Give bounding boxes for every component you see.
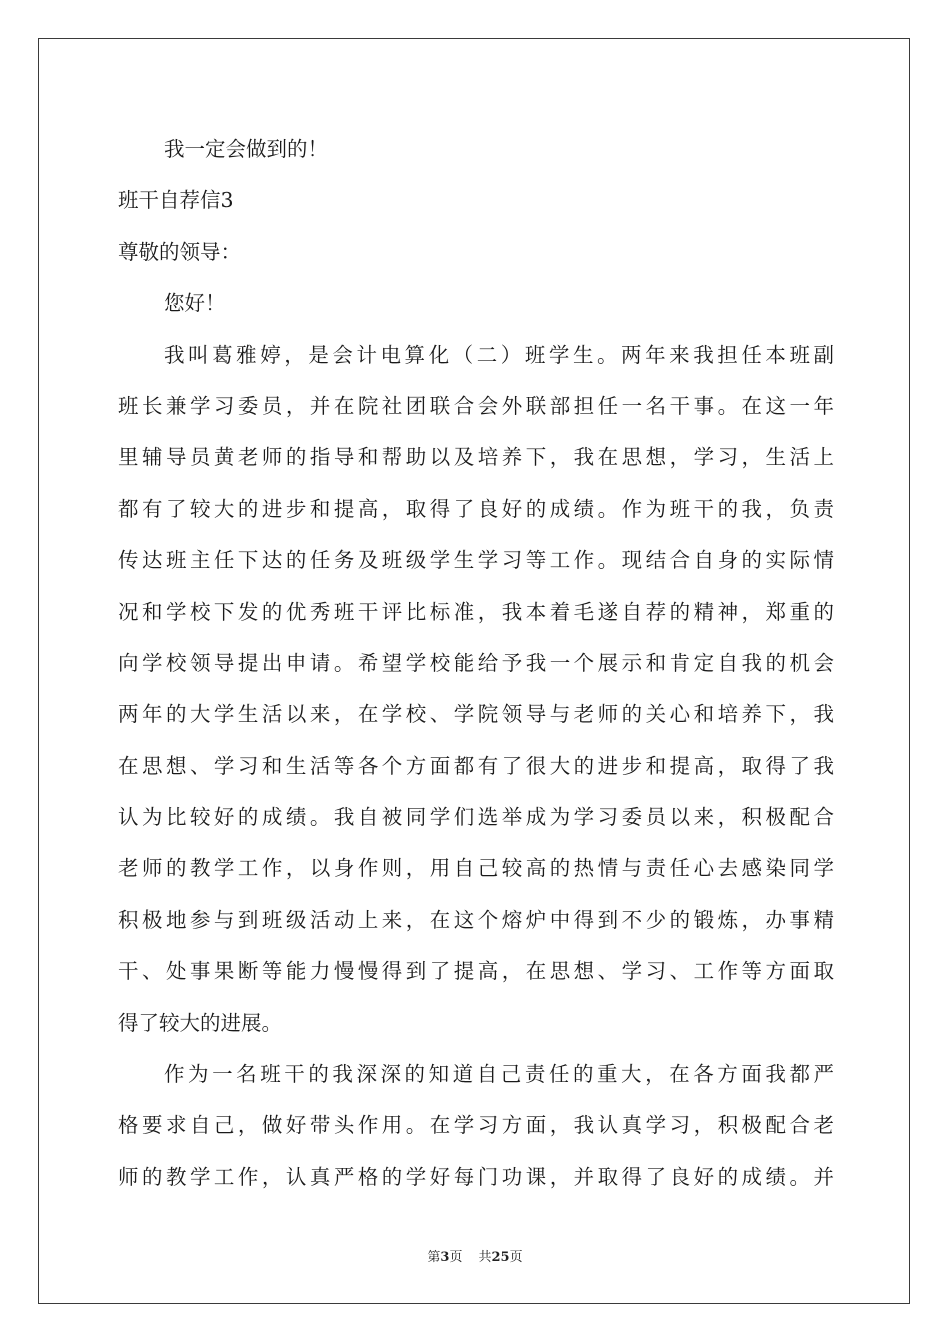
paragraph-line: 认为比较好的成绩。我自被同学们选举成为学习委员以来，积极配合 (118, 805, 834, 830)
paragraph-line: 向学校领导提出申请。希望学校能给予我一个展示和肯定自我的机会 (118, 650, 834, 675)
paragraph-line: 班长兼学习委员，并在院社团联合会外联部担任一名干事。在这一年 (118, 393, 834, 418)
total-page-count: 25 (491, 1250, 510, 1265)
page-prefix: 第 (427, 1250, 441, 1265)
paragraph-line: 老师的教学工作，以身作则，用自己较高的热情与责任心去感染同学 (118, 856, 834, 881)
salutation: 尊敬的领导： (118, 239, 241, 264)
total-suffix: 页 (509, 1250, 523, 1265)
paragraph-line: 干、处事果断等能力慢慢得到了提高，在思想、学习、工作等方面取 (118, 959, 834, 984)
paragraph-line: 得了较大的进展。 (118, 1010, 282, 1035)
page-suffix: 页 (449, 1250, 463, 1265)
paragraph-line: 况和学校下发的优秀班干评比标准，我本着毛遂自荐的精神，郑重的 (118, 599, 834, 624)
paragraph-line: 传达班主任下达的任务及班级学生学习等工作。现结合自身的实际情 (118, 548, 834, 573)
paragraph-line: 格要求自己，做好带头作用。在学习方面，我认真学习，积极配合老 (118, 1113, 834, 1138)
paragraph-line: 积极地参与到班级活动上来，在这个熔炉中得到不少的锻炼，办事精 (118, 907, 834, 932)
greeting: 您好！ (164, 291, 226, 316)
paragraph-line: 里辅导员黄老师的指导和帮助以及培养下，我在思想，学习，生活上 (118, 445, 834, 470)
paragraph-line: 我叫葛雅婷，是会计电算化（二）班学生。两年来我担任本班副 (164, 342, 834, 367)
paragraph-line: 两年的大学生活以来，在学校、学院领导与老师的关心和培养下，我 (118, 702, 834, 727)
current-page-number: 3 (440, 1250, 450, 1265)
paragraph-line: 作为一名班干的我深深的知道自己责任的重大，在各方面我都严 (164, 1062, 834, 1087)
page-footer (0, 1246, 950, 1265)
paragraph-line: 师的教学工作，认真严格的学好每门功课，并取得了良好的成绩。并 (118, 1164, 834, 1189)
paragraph-line: 在思想、学习和生活等各个方面都有了很大的进步和提高，取得了我 (118, 753, 834, 778)
document-body (118, 124, 834, 1203)
total-prefix: 共 (478, 1250, 492, 1265)
document-title: 班干自荐信3 (118, 188, 234, 213)
paragraph-line: 都有了较大的进步和提高，取得了良好的成绩。作为班干的我，负责 (118, 496, 834, 521)
closing-sentence: 我一定会做到的！ (164, 137, 328, 161)
